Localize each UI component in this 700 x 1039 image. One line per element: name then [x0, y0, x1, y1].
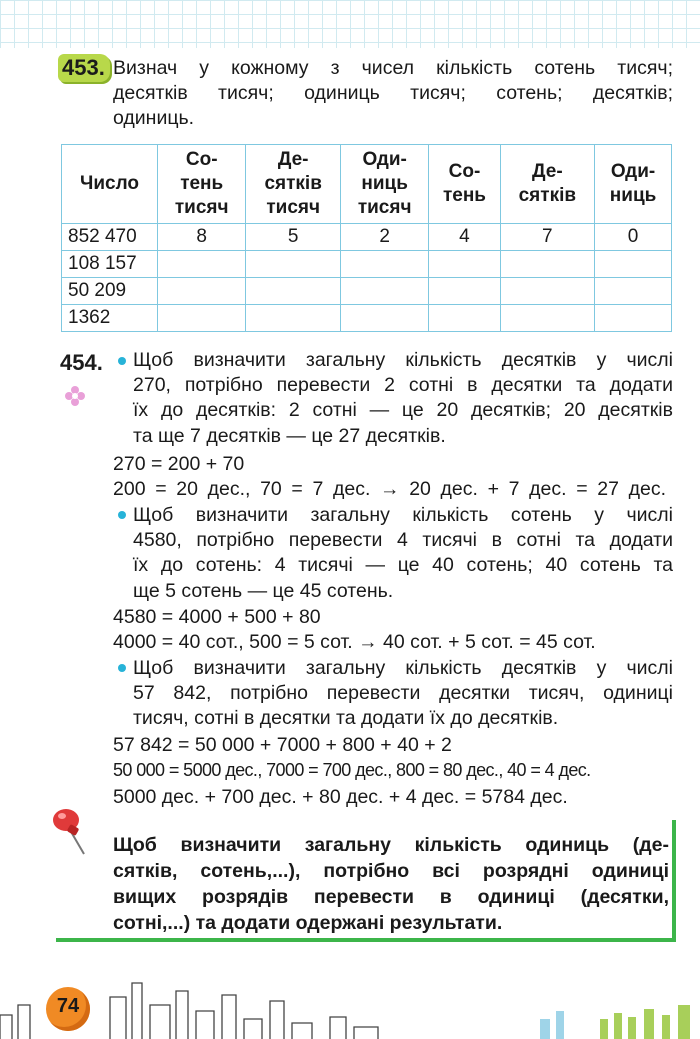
- exercise-number-453: 453.: [62, 55, 105, 80]
- table-cell: 8: [158, 224, 246, 251]
- equation: 270 = 200 + 70: [113, 453, 245, 475]
- cell-number: 1362: [62, 305, 158, 332]
- table-cell: 5: [246, 224, 341, 251]
- cell-number: 50 209: [62, 278, 158, 305]
- table-cell[interactable]: [595, 305, 672, 332]
- page-number-badge: [46, 987, 90, 1031]
- cell-number: 108 157: [62, 251, 158, 278]
- table-cell[interactable]: [429, 251, 500, 278]
- equation: 4580 = 4000 + 500 + 80: [113, 606, 321, 628]
- bullet-icon: [118, 511, 126, 519]
- table-cell[interactable]: [340, 251, 428, 278]
- paragraph-1: [133, 348, 673, 449]
- table-row: [62, 224, 672, 251]
- paragraph-line: їх до сотень: 4 тисячі — це 40 сотень; 40 сотень та: [133, 554, 673, 577]
- table-cell: 2: [340, 224, 428, 251]
- equation: 200 = 20 дес., 70 = 7 дес. → 20 дес. + 7 дес. = 27 дес.: [113, 478, 666, 500]
- table-cell[interactable]: [246, 251, 341, 278]
- table-cell[interactable]: [340, 278, 428, 305]
- table-header-row: [62, 145, 672, 224]
- table-cell: 4: [429, 224, 500, 251]
- paragraph-line: ще 5 сотень — це 45 сотень.: [133, 579, 394, 602]
- header-tens: Де- сятків: [500, 145, 595, 224]
- equation: 4000 = 40 сот., 500 = 5 сот. → 40 сот. + 5 сот. = 45 сот.: [113, 631, 596, 653]
- paragraph-2: [133, 503, 673, 604]
- header-thousands: Оди- ниць тисяч: [340, 145, 428, 224]
- paragraph-line: 4580, потрібно перевести 4 тисячі в сотні та додати: [133, 529, 673, 552]
- header-hundred-thousands: Со- тень тисяч: [158, 145, 246, 224]
- table-cell[interactable]: [429, 305, 500, 332]
- table-cell[interactable]: [595, 251, 672, 278]
- table-cell[interactable]: [158, 305, 246, 332]
- rule-text: [113, 832, 669, 936]
- rule-line: сотні,...) та додати одержані результати.: [113, 912, 503, 934]
- exercise-number-454: 454.: [60, 350, 103, 375]
- paragraph-line: 57 842, потрібно перевести десятки тисяч, одиниці: [133, 682, 673, 705]
- equation: 50 000 = 5000 дес., 7000 = 700 дес., 800 = 80 дес., 40 = 4 дес.: [113, 760, 591, 780]
- cell-number: 852 470: [62, 224, 158, 251]
- table-cell[interactable]: [340, 305, 428, 332]
- city-skyline-decoration: [0, 975, 700, 1039]
- header-hundreds: Со- тень: [429, 145, 500, 224]
- table-row: [62, 278, 672, 305]
- bullet-icon: [118, 664, 126, 672]
- header-number: Число: [62, 145, 158, 224]
- exercise-453-text: [113, 56, 673, 131]
- table-cell[interactable]: [500, 305, 595, 332]
- flower-icon: [64, 385, 86, 407]
- rule-line: Щоб визначити загальну кількість одиниць (де-: [113, 834, 669, 856]
- table-cell[interactable]: [158, 251, 246, 278]
- rule-line: сятків, сотень,...), потрібно всі розрядні одиниці: [113, 860, 669, 882]
- exercise-453-line: одиниць.: [113, 107, 195, 129]
- paragraph-line: 270, потрібно перевести 2 сотні в десятки та додати: [133, 374, 673, 397]
- table-cell[interactable]: [158, 278, 246, 305]
- equation: 57 842 = 50 000 + 7000 + 800 + 40 + 2: [113, 734, 452, 756]
- paragraph-line: їх до десятків: 2 сотні — це 20 десятків; 20 десятків: [133, 399, 673, 422]
- header-ten-thousands: Де- сятків тисяч: [246, 145, 341, 224]
- exercise-453-line: десятків тисяч; одиниць тисяч; сотень; десятків;: [113, 82, 673, 104]
- grid-background: [0, 0, 700, 48]
- table-cell[interactable]: [500, 278, 595, 305]
- paragraph-line: Щоб визначити загальну кількість сотень у числі: [133, 504, 673, 526]
- equation: 5000 дес. + 700 дес. + 80 дес. + 4 дес. = 5784 дес.: [113, 786, 568, 808]
- exercise-453-line: Визнач у кожному з чисел кількість сотень тисяч;: [113, 57, 673, 79]
- table-cell[interactable]: [246, 305, 341, 332]
- table-row: [62, 251, 672, 278]
- paragraph-line: Щоб визначити загальну кількість десятків у числі: [133, 657, 673, 679]
- table-cell: 0: [595, 224, 672, 251]
- place-value-table: [61, 144, 672, 332]
- header-units: Оди- ниць: [595, 145, 672, 224]
- table-cell[interactable]: [429, 278, 500, 305]
- table-cell[interactable]: [246, 278, 341, 305]
- table-cell[interactable]: [595, 278, 672, 305]
- page-number: 74: [56, 995, 80, 1017]
- paragraph-line: Щоб визначити загальну кількість десятків у числі: [133, 349, 673, 371]
- table-cell[interactable]: [500, 251, 595, 278]
- table-row: [62, 305, 672, 332]
- paragraph-3: [133, 656, 673, 732]
- paragraph-line: та ще 7 десятків — це 27 десятків.: [133, 424, 446, 447]
- table-cell: 7: [500, 224, 595, 251]
- bullet-icon: [118, 357, 126, 365]
- paragraph-line: тисяч, сотні в десятки та додати їх до десятків.: [133, 707, 559, 730]
- pushpin-icon: [48, 800, 96, 858]
- rule-line: вищих розрядів перевести в одиниці (десятки,: [113, 886, 669, 908]
